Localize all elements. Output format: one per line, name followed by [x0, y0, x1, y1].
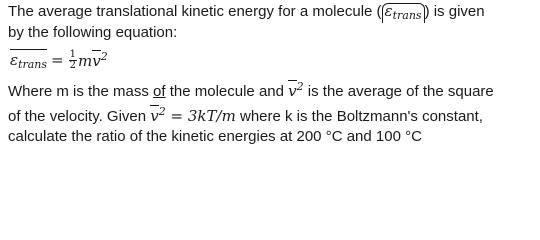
one-half-fraction: $\frac{1}{2}$ [69, 48, 76, 71]
intro-line-1 [8, 2, 536, 23]
paragraph-line-3: calculate the ratio of the kinetic energies at 200 °C and 100 °C [8, 128, 422, 145]
kinetic-energy-equation [10, 43, 536, 77]
intro-text-b: ) is given [424, 3, 485, 20]
intro-line-2: by the following equation: [8, 24, 178, 41]
paragraph-line-2: of the velocity. Given $v^2 = 3kT/m$ where k is the Boltzmann's constant, [8, 105, 483, 125]
velocity-expression: $v^2 = 3kT/m$ [150, 105, 236, 125]
underlined-word: of [153, 83, 166, 100]
mean-square-velocity: $v^2$ [288, 80, 304, 100]
equation-lhs: $\varepsilon_{trans}$ [10, 51, 48, 71]
equals-sign: = [51, 51, 64, 69]
question-text [8, 2, 536, 147]
equation-rhs: $mv^2$ [77, 50, 108, 70]
intro-text-a: The average translational kinetic energy for a molecule ( [8, 3, 382, 20]
epsilon-trans-symbol: $\varepsilon_{trans}$ [382, 3, 425, 23]
paragraph-line-1: Where m is the mass of the molecule and $v^2$ is the average of the square [8, 80, 494, 100]
